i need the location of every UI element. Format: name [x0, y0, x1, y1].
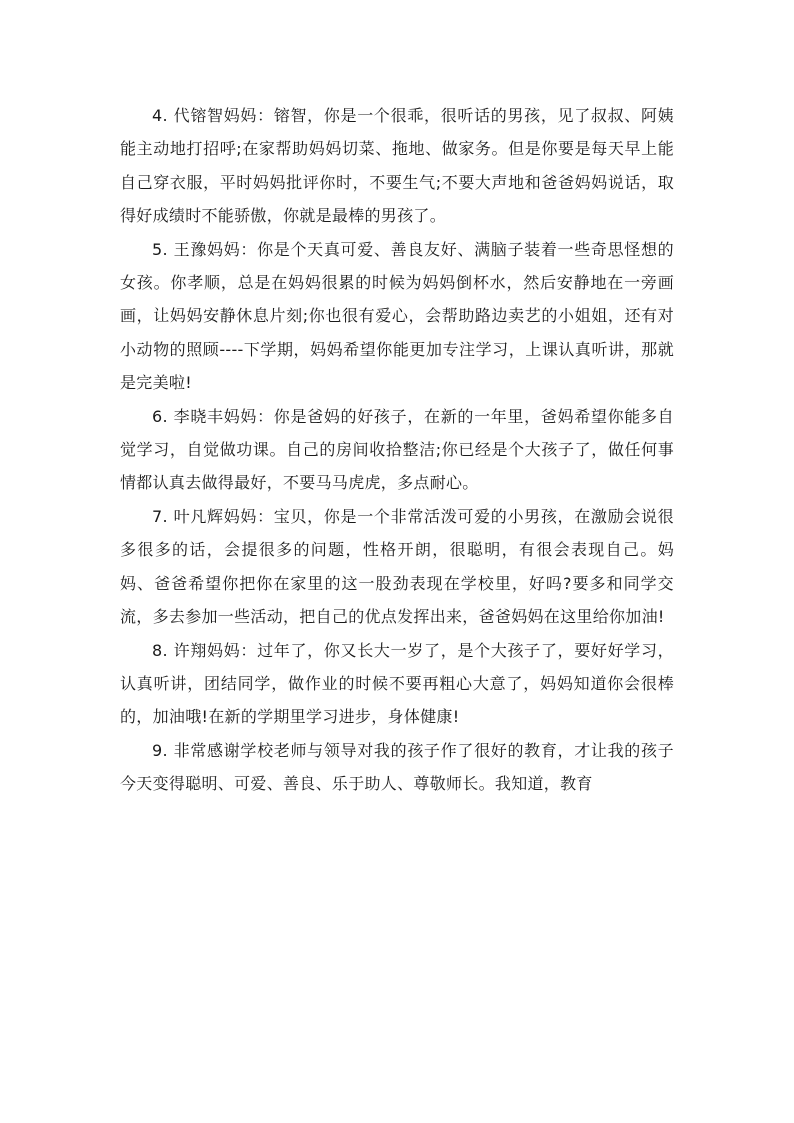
paragraph-8: 8. 许翔妈妈：过年了，你又长大一岁了，是个大孩子了，要好好学习，认真听讲，团结同学，做作业的时候不要再粗心大意了，妈妈知道你会很棒的，加油哦!在新的学期里学习进步，身体健康!: [120, 640, 674, 727]
paragraph-5: 5. 王豫妈妈：你是个天真可爱、善良友好、满脑子装着一些奇思怪想的女孩。你孝顺，总是在妈妈很累的时候为妈妈倒杯水，然后安静地在一旁画画，让妈妈安静休息片刻;你也很有爱心，会帮助路边卖艺的小姐姐，还有对小动物的照顾----下学期，妈妈希望你能更加专注学习，上课认真听讲，那就是完美啦!: [120, 239, 674, 393]
document-body: [120, 99, 674, 801]
paragraph-9: 9. 非常感谢学校老师与领导对我的孩子作了很好的教育，才让我的孩子今天变得聪明、可爱、善良、乐于助人、尊敬师长。我知道，教育: [120, 740, 674, 794]
paragraph-7: 7. 叶凡辉妈妈：宝贝，你是一个非常活泼可爱的小男孩，在激励会说很多很多的话，会提很多的问题，性格开朗，很聪明，有很会表现自己。妈妈、爸爸希望你把你在家里的这一股劲表现在学校里，好吗?要多和同学交流，多去参加一些活动，把自己的优点发挥出来，爸爸妈妈在这里给你加油!: [120, 506, 674, 627]
paragraph-4: 4. 代镕智妈妈：镕智，你是一个很乖，很听话的男孩，见了叔叔、阿姨能主动地打招呼;在家帮助妈妈切菜、拖地、做家务。但是你要是每天早上能自己穿衣服，平时妈妈批评你时，不要生气;不要大声地和爸爸妈妈说话，取得好成绩时不能骄傲，你就是最棒的男孩了。: [120, 106, 674, 226]
paragraph-6: 6. 李晓丰妈妈：你是爸妈的好孩子，在新的一年里，爸妈希望你能多自觉学习，自觉做功课。自己的房间收拾整洁;你已经是个大孩子了，做任何事情都认真去做得最好，不要马马虎虎，多点耐心。: [120, 406, 674, 493]
